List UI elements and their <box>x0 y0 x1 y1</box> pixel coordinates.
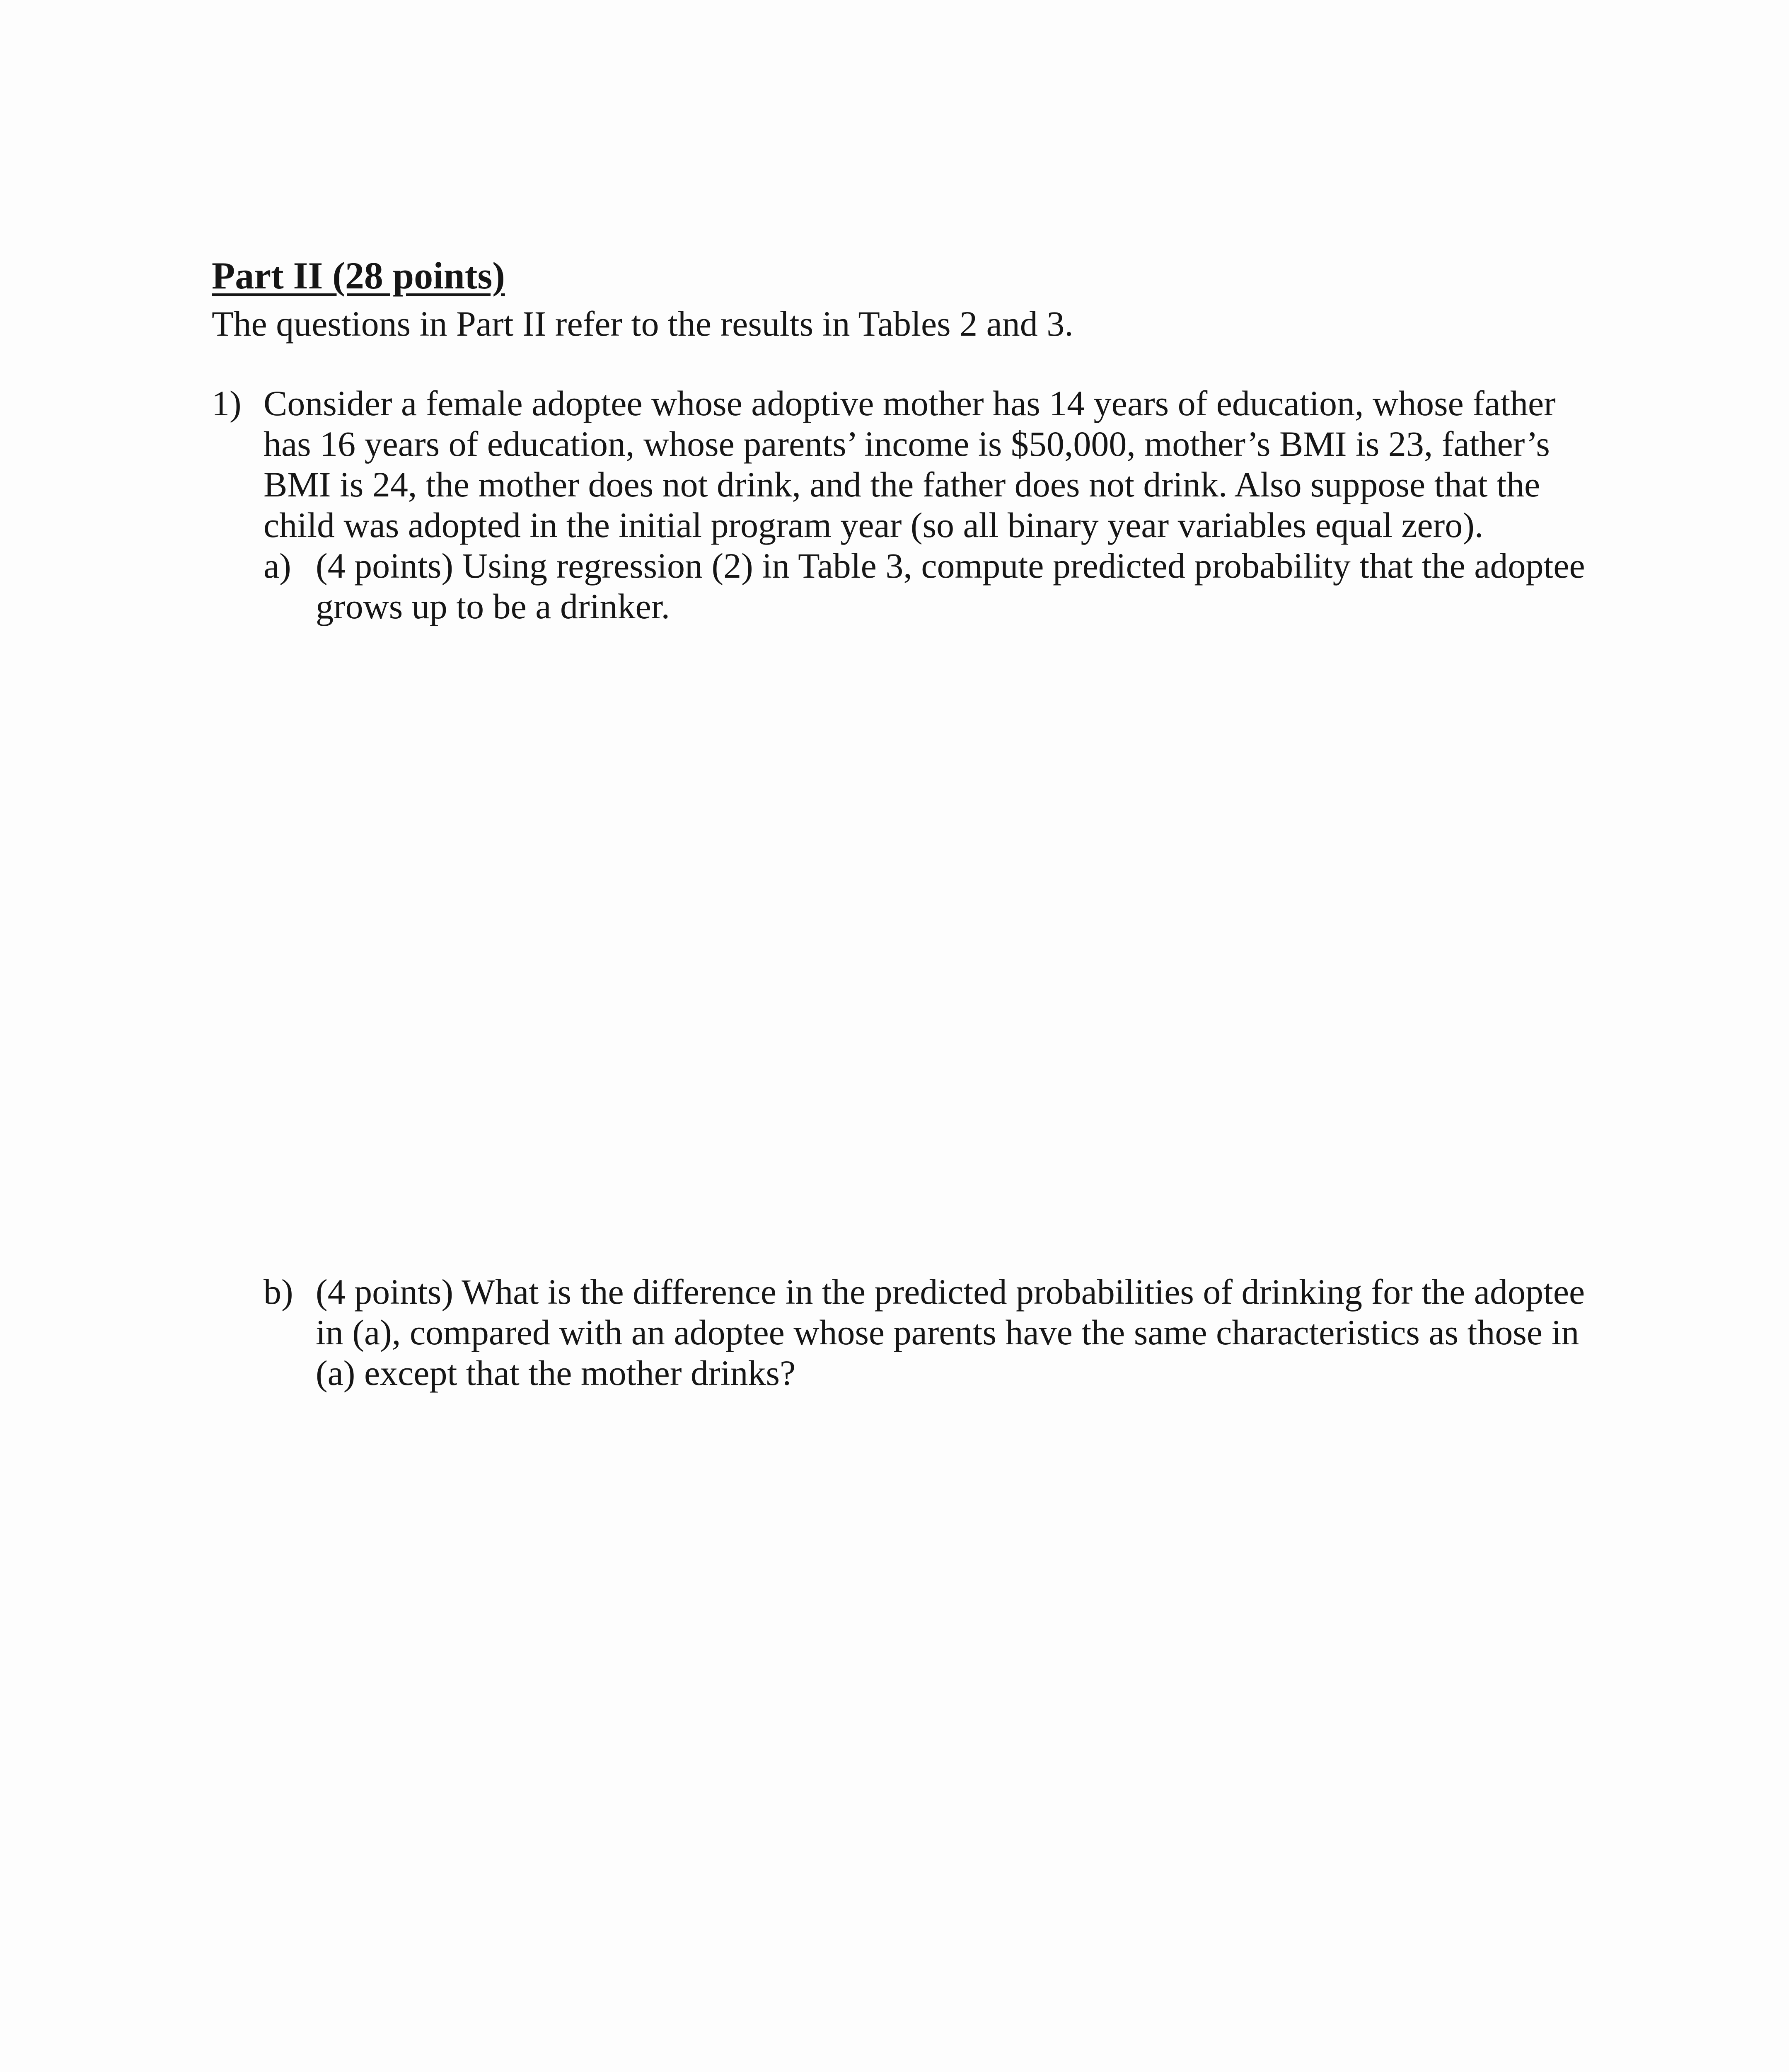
part-b-line: (4 points) What is the difference in the predicted probabilities of drinking for the adoptee <box>316 1272 1585 1312</box>
question-line: Consider a female adoptee whose adoptive mother has 14 years of education, whose father <box>264 383 1556 423</box>
question-line: has 16 years of education, whose parents’ income is $50,000, mother’s BMI is 23, father’s <box>264 424 1550 464</box>
part-a-line: (4 points) Using regression (2) in Table 3, compute predicted probability that the adoptee <box>316 546 1585 586</box>
question-line: child was adopted in the initial program year (so all binary year variables equal zero). <box>264 505 1484 545</box>
section-intro: The questions in Part II refer to the results in Tables 2 and 3. <box>212 304 1073 344</box>
part-b-text <box>316 1271 1608 1393</box>
question-number: 1) <box>212 383 242 423</box>
section-heading: Part II (28 points) <box>212 254 505 297</box>
part-b-line: in (a), compared with an adoptee whose parents have the same characteristics as those in <box>316 1312 1579 1352</box>
part-b-label: b) <box>264 1272 293 1312</box>
question-text <box>264 383 1606 545</box>
part-a-text <box>316 545 1608 627</box>
question-line: BMI is 24, the mother does not drink, and the father does not drink. Also suppose that the <box>264 465 1540 504</box>
part-b-line: (a) except that the mother drinks? <box>316 1353 796 1393</box>
part-a-label: a) <box>264 546 291 586</box>
part-a-line: grows up to be a drinker. <box>316 586 670 626</box>
